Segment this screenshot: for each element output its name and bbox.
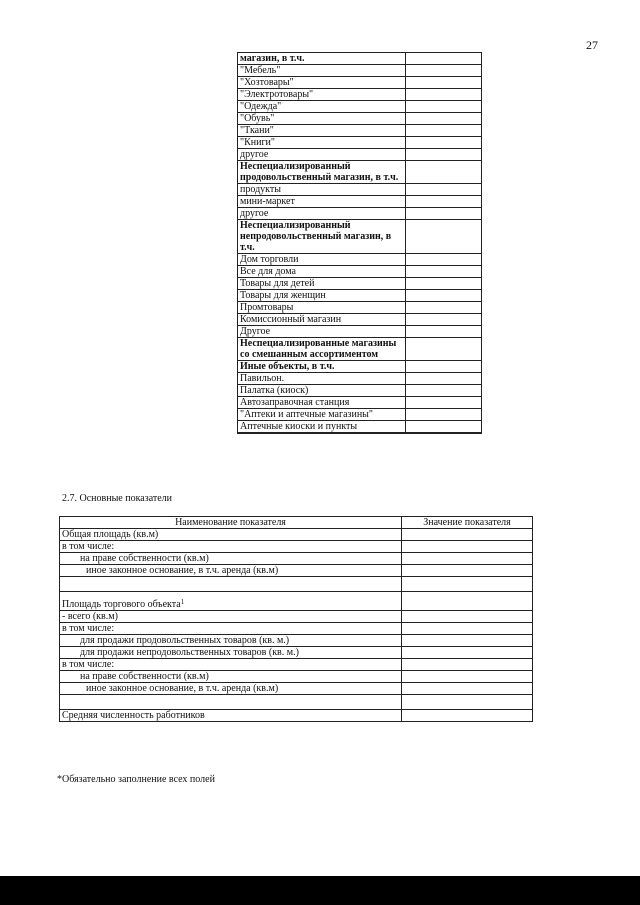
- table-row: [238, 101, 482, 113]
- table-row: [60, 635, 533, 647]
- spacer-cell: [402, 695, 533, 710]
- trade-area-footnote-mark: 1: [180, 598, 185, 606]
- store-type-label: "Одежда": [238, 101, 406, 113]
- table-row: [238, 278, 482, 290]
- table-row: [60, 710, 533, 722]
- table-row: [238, 113, 482, 125]
- row-other-basis-trade-area-value[interactable]: [402, 683, 533, 695]
- table-row: [238, 208, 482, 220]
- indicators-header-row: [60, 517, 533, 529]
- store-type-label: продукты: [238, 184, 406, 196]
- store-type-label: Аптечные киоски и пункты: [238, 421, 406, 433]
- store-type-label: Палатка (киоск): [238, 385, 406, 397]
- store-type-label: "Книги": [238, 137, 406, 149]
- store-type-label: "Электротовары": [238, 89, 406, 101]
- trade-area-text: Площадь торгового объекта: [62, 599, 181, 610]
- table-row: [238, 314, 482, 326]
- spacer-cell: [402, 577, 533, 592]
- store-type-value[interactable]: [406, 184, 482, 196]
- store-type-value[interactable]: [406, 326, 482, 338]
- row-trade-area-label: [60, 592, 402, 611]
- table-row: [238, 373, 482, 385]
- table-row: [60, 683, 533, 695]
- row-total-trade-value[interactable]: [402, 611, 533, 623]
- table-row: [238, 65, 482, 77]
- row-owned-area-label: на праве собственности (кв.м): [60, 553, 402, 565]
- store-type-label: Иные объекты, в т.ч.: [238, 361, 406, 373]
- row-food-area-value[interactable]: [402, 635, 533, 647]
- store-type-value[interactable]: [406, 149, 482, 161]
- table-row: [238, 254, 482, 266]
- row-including-label-2: в том числе:: [60, 623, 402, 635]
- row-nonfood-area-label: для продажи непродовольственных товаров (кв. м.): [60, 647, 402, 659]
- row-other-basis-area-label: иное законное основание, в т.ч. аренда (кв.м): [60, 565, 402, 577]
- row-owned-trade-area-value[interactable]: [402, 671, 533, 683]
- spacer-cell: [60, 577, 402, 592]
- store-type-label: Неспециализированный продовольственный магазин, в т.ч.: [238, 161, 406, 184]
- table-row: [238, 433, 482, 434]
- table-row: [60, 565, 533, 577]
- store-type-label: магазин, в т.ч.: [238, 53, 406, 65]
- store-type-value[interactable]: [406, 220, 482, 254]
- store-type-value[interactable]: [406, 89, 482, 101]
- table-row: [238, 290, 482, 302]
- table-row: [238, 361, 482, 373]
- indicators-table: [59, 516, 533, 722]
- store-type-value[interactable]: [406, 361, 482, 373]
- store-type-value[interactable]: [406, 397, 482, 409]
- store-type-value[interactable]: [406, 161, 482, 184]
- store-type-label: "Хозтовары": [238, 77, 406, 89]
- store-type-value[interactable]: [406, 278, 482, 290]
- store-types-body: [238, 53, 482, 434]
- store-type-label: "Аптеки и аптечные магазины": [238, 409, 406, 421]
- row-owned-trade-area-label: на праве собственности (кв.м): [60, 671, 402, 683]
- table-row: [60, 647, 533, 659]
- store-type-value[interactable]: [406, 137, 482, 149]
- store-type-label: Товары для женщин: [238, 290, 406, 302]
- section-title: 2.7. Основные показатели: [62, 493, 173, 504]
- row-employees-label: Средняя численность работников: [60, 710, 402, 722]
- store-type-label: другое: [238, 149, 406, 161]
- row-owned-area-value[interactable]: [402, 553, 533, 565]
- table-row: [238, 89, 482, 101]
- page-number: 27: [586, 38, 598, 52]
- row-total-trade-label: - всего (кв.м): [60, 611, 402, 623]
- header-value: Значение показателя: [402, 517, 533, 529]
- store-type-label: Дом торговли: [238, 254, 406, 266]
- row-trade-area-value: [402, 592, 533, 611]
- table-row: [60, 623, 533, 635]
- row-including-label-3: в том числе:: [60, 659, 402, 671]
- scan-bottom-bar: [0, 876, 640, 905]
- store-types-table: [237, 52, 482, 434]
- store-type-label: [238, 433, 406, 434]
- store-type-value[interactable]: [406, 421, 482, 433]
- store-type-value[interactable]: [406, 373, 482, 385]
- row-total-area-value[interactable]: [402, 529, 533, 541]
- table-row: [238, 77, 482, 89]
- store-type-label: мини-маркет: [238, 196, 406, 208]
- row-food-area-label: для продажи продовольственных товаров (кв. м.): [60, 635, 402, 647]
- table-row: [238, 184, 482, 196]
- spacer-cell: [60, 695, 402, 710]
- table-row: [238, 338, 482, 361]
- table-row: [238, 53, 482, 65]
- row-total-area-label: Общая площадь (кв.м): [60, 529, 402, 541]
- row-nonfood-area-value[interactable]: [402, 647, 533, 659]
- table-row: [60, 671, 533, 683]
- row-including-value: [402, 541, 533, 553]
- store-type-value[interactable]: [406, 125, 482, 137]
- table-row: [238, 137, 482, 149]
- store-type-value[interactable]: [406, 77, 482, 89]
- row-including-value-3: [402, 659, 533, 671]
- store-type-label: Промтовары: [238, 302, 406, 314]
- store-type-value[interactable]: [406, 409, 482, 421]
- store-type-value[interactable]: [406, 53, 482, 65]
- table-row-spacer: [60, 577, 533, 592]
- store-type-label: Неспециализированные магазины со смешанным ассортиментом: [238, 338, 406, 361]
- row-including-label: в том числе:: [60, 541, 402, 553]
- store-type-label: Другое: [238, 326, 406, 338]
- row-other-basis-area-value[interactable]: [402, 565, 533, 577]
- table-row: [238, 161, 482, 184]
- header-name: Наименование показателя: [60, 517, 402, 529]
- table-row: [238, 125, 482, 137]
- store-type-value[interactable]: [406, 338, 482, 361]
- table-row: [238, 149, 482, 161]
- store-type-value[interactable]: [406, 266, 482, 278]
- store-type-value[interactable]: [406, 208, 482, 220]
- table-row: [238, 397, 482, 409]
- store-type-value[interactable]: [406, 385, 482, 397]
- store-type-value[interactable]: [406, 254, 482, 266]
- table-row: [60, 553, 533, 565]
- table-row: [238, 409, 482, 421]
- store-type-label: Товары для детей: [238, 278, 406, 290]
- table-row: [60, 592, 533, 611]
- table-row: [60, 611, 533, 623]
- store-type-value[interactable]: [406, 314, 482, 326]
- store-type-label: другое: [238, 208, 406, 220]
- store-type-label: "Ткани": [238, 125, 406, 137]
- table-row: [238, 266, 482, 278]
- footnote: *Обязательно заполнение всех полей: [57, 774, 215, 785]
- row-other-basis-trade-area-label: иное законное основание, в т.ч. аренда (кв.м): [60, 683, 402, 695]
- store-type-label: Неспециализированный непродовольственный магазин, в т.ч.: [238, 220, 406, 254]
- table-row: [238, 196, 482, 208]
- table-row: [60, 659, 533, 671]
- row-employees-value[interactable]: [402, 710, 533, 722]
- table-row: [238, 220, 482, 254]
- row-including-value-2: [402, 623, 533, 635]
- store-type-label: Все для дома: [238, 266, 406, 278]
- store-type-value[interactable]: [406, 302, 482, 314]
- table-row: [60, 541, 533, 553]
- store-type-value[interactable]: [406, 113, 482, 125]
- table-row: [238, 302, 482, 314]
- table-row: [60, 529, 533, 541]
- table-row: [238, 326, 482, 338]
- store-type-value[interactable]: [406, 290, 482, 302]
- store-type-label: Комиссионный магазин: [238, 314, 406, 326]
- store-type-value[interactable]: [406, 65, 482, 77]
- store-type-label: "Обувь": [238, 113, 406, 125]
- table-row-spacer: [60, 695, 533, 710]
- store-type-value[interactable]: [406, 196, 482, 208]
- store-type-value[interactable]: [406, 101, 482, 113]
- table-row: [238, 385, 482, 397]
- store-type-label: Павильон.: [238, 373, 406, 385]
- table-row: [238, 421, 482, 433]
- store-type-label: "Мебель": [238, 65, 406, 77]
- store-type-label: Автозаправочная станция: [238, 397, 406, 409]
- store-type-value[interactable]: [406, 433, 482, 434]
